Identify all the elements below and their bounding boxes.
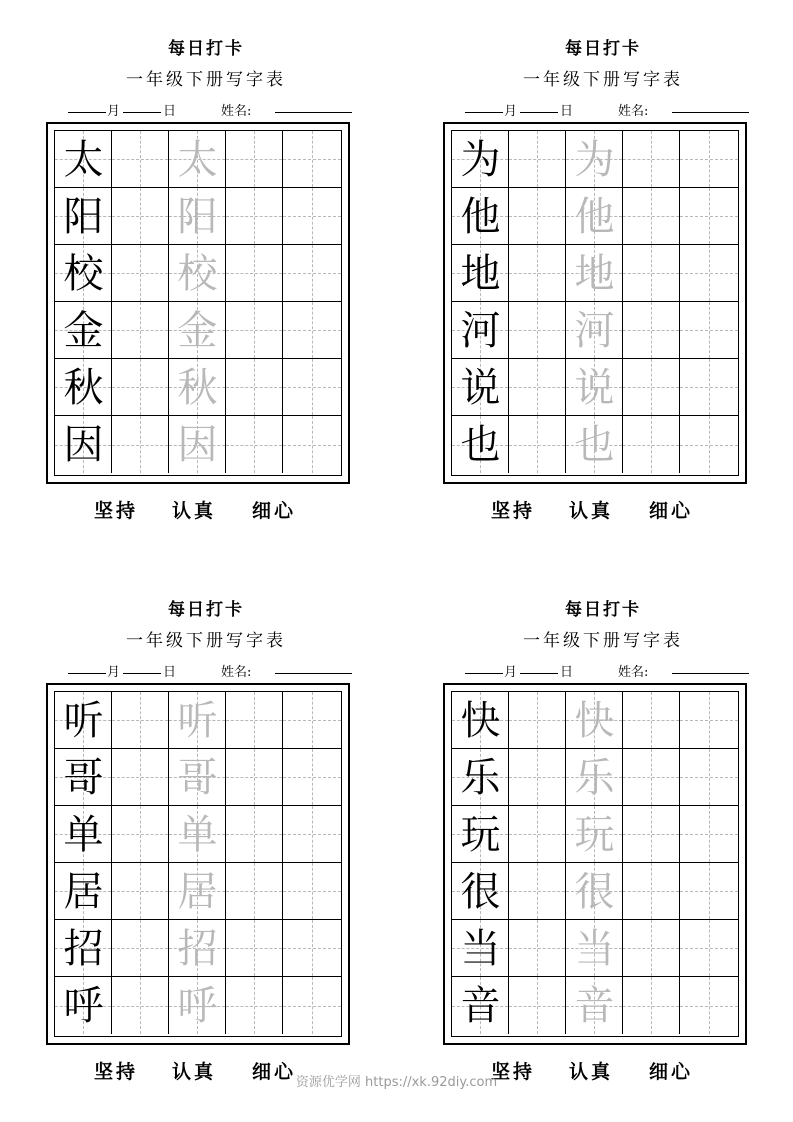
writing-grid-frame [46, 122, 350, 484]
blank-writing-cell[interactable] [112, 692, 169, 749]
model-char-cell [452, 749, 509, 806]
model-character: 单 [63, 811, 104, 858]
model-char-cell [452, 245, 509, 302]
blank-writing-cell[interactable] [680, 863, 738, 920]
model-char-cell [55, 188, 112, 245]
blank-writing-cell[interactable] [680, 359, 738, 416]
trace-character: 招 [177, 925, 218, 972]
blank-writing-cell[interactable] [509, 131, 566, 188]
model-char-cell [452, 806, 509, 863]
model-character: 玩 [460, 811, 501, 858]
trace-char-cell [169, 749, 226, 806]
grid-row [452, 302, 738, 359]
writing-grid-frame [46, 683, 350, 1045]
trace-character: 听 [177, 697, 218, 744]
trace-char-cell [566, 302, 623, 359]
model-character: 太 [63, 136, 104, 183]
trace-char-cell [169, 245, 226, 302]
date-name-line [443, 100, 763, 120]
model-character: 秋 [63, 364, 104, 411]
blank-writing-cell[interactable] [623, 302, 680, 359]
model-character: 也 [460, 421, 501, 468]
month-label: 月 [107, 665, 121, 680]
trace-char-cell [169, 806, 226, 863]
trace-character: 也 [574, 421, 615, 468]
day-label: 日 [163, 665, 177, 680]
model-character: 听 [63, 697, 104, 744]
grid-row [452, 188, 738, 245]
writing-grid [54, 130, 342, 476]
model-char-cell [55, 692, 112, 749]
motto-word: 细心 [252, 500, 297, 522]
motto-word: 细心 [252, 1061, 297, 1083]
card-subtitle: 一年级下册写字表 [126, 631, 286, 651]
day-blank[interactable] [520, 661, 558, 674]
grid-row [452, 806, 738, 863]
model-character: 当 [460, 925, 501, 972]
model-character: 快 [460, 697, 501, 744]
trace-character: 哥 [177, 754, 218, 801]
model-character: 音 [460, 982, 501, 1029]
trace-char-cell [566, 416, 623, 473]
date-name-line [46, 100, 366, 120]
writing-grid-frame [443, 683, 747, 1045]
model-char-cell [452, 359, 509, 416]
blank-writing-cell[interactable] [509, 188, 566, 245]
month-blank[interactable] [465, 661, 503, 674]
blank-writing-cell[interactable] [226, 245, 283, 302]
trace-character: 秋 [177, 364, 218, 411]
blank-writing-cell[interactable] [112, 863, 169, 920]
blank-writing-cell[interactable] [680, 245, 738, 302]
month-label: 月 [107, 104, 121, 119]
blank-writing-cell[interactable] [509, 977, 566, 1034]
blank-writing-cell[interactable] [226, 416, 283, 473]
name-blank[interactable] [672, 100, 749, 113]
trace-char-cell [566, 245, 623, 302]
trace-character: 音 [574, 982, 615, 1029]
blank-writing-cell[interactable] [623, 749, 680, 806]
blank-writing-cell[interactable] [623, 863, 680, 920]
trace-char-cell [566, 359, 623, 416]
trace-character: 快 [574, 697, 615, 744]
trace-character: 玩 [574, 811, 615, 858]
blank-writing-cell[interactable] [680, 188, 738, 245]
month-blank[interactable] [68, 100, 106, 113]
model-character: 地 [460, 250, 501, 297]
model-character: 阳 [63, 193, 104, 240]
blank-writing-cell[interactable] [623, 245, 680, 302]
writing-grid [54, 691, 342, 1037]
motto-word: 坚持 [94, 1061, 139, 1083]
blank-writing-cell[interactable] [509, 245, 566, 302]
grid-row [55, 806, 341, 863]
model-char-cell [55, 977, 112, 1034]
card-title: 每日打卡 [565, 600, 641, 620]
blank-writing-cell[interactable] [680, 692, 738, 749]
model-char-cell [452, 863, 509, 920]
model-character: 哥 [63, 754, 104, 801]
day-blank[interactable] [123, 100, 161, 113]
trace-char-cell [169, 131, 226, 188]
model-char-cell [452, 920, 509, 977]
name-blank[interactable] [275, 661, 352, 674]
writing-grid [451, 691, 739, 1037]
grid-row [55, 920, 341, 977]
model-character: 招 [63, 925, 104, 972]
month-blank[interactable] [465, 100, 503, 113]
trace-char-cell [566, 131, 623, 188]
trace-character: 呼 [177, 982, 218, 1029]
blank-writing-cell[interactable] [283, 245, 341, 302]
model-character: 呼 [63, 982, 104, 1029]
motto-word: 认真 [172, 500, 217, 522]
day-label: 日 [560, 665, 574, 680]
trace-char-cell [169, 920, 226, 977]
trace-character: 单 [177, 811, 218, 858]
model-char-cell [55, 806, 112, 863]
blank-writing-cell[interactable] [283, 302, 341, 359]
grid-row [55, 863, 341, 920]
trace-character: 为 [574, 136, 615, 183]
motto-word: 认真 [172, 1061, 217, 1083]
grid-row [55, 302, 341, 359]
model-char-cell [55, 359, 112, 416]
model-character: 说 [460, 364, 501, 411]
blank-writing-cell[interactable] [680, 131, 738, 188]
blank-writing-cell[interactable] [226, 806, 283, 863]
grid-row [452, 863, 738, 920]
trace-character: 居 [177, 868, 218, 915]
model-character: 居 [63, 868, 104, 915]
blank-writing-cell[interactable] [283, 416, 341, 473]
blank-writing-cell[interactable] [680, 977, 738, 1034]
blank-writing-cell[interactable] [623, 188, 680, 245]
name-label: 姓名: [221, 104, 252, 119]
blank-writing-cell[interactable] [283, 749, 341, 806]
trace-character: 河 [574, 307, 615, 354]
trace-character: 校 [177, 250, 218, 297]
name-blank[interactable] [672, 661, 749, 674]
blank-writing-cell[interactable] [623, 359, 680, 416]
motto-word: 细心 [649, 500, 694, 522]
trace-char-cell [566, 806, 623, 863]
grid-row [55, 416, 341, 473]
trace-character: 说 [574, 364, 615, 411]
blank-writing-cell[interactable] [112, 359, 169, 416]
trace-character: 他 [574, 193, 615, 240]
blank-writing-cell[interactable] [226, 188, 283, 245]
day-label: 日 [560, 104, 574, 119]
motto-word: 认真 [569, 500, 614, 522]
blank-writing-cell[interactable] [226, 692, 283, 749]
model-char-cell [452, 416, 509, 473]
trace-char-cell [169, 302, 226, 359]
day-label: 日 [163, 104, 177, 119]
blank-writing-cell[interactable] [112, 416, 169, 473]
model-char-cell [55, 131, 112, 188]
trace-character: 地 [574, 250, 615, 297]
trace-character: 当 [574, 925, 615, 972]
grid-row [452, 977, 738, 1034]
month-label: 月 [504, 665, 518, 680]
grid-row [452, 245, 738, 302]
card-title: 每日打卡 [168, 600, 244, 620]
blank-writing-cell[interactable] [226, 920, 283, 977]
blank-writing-cell[interactable] [680, 302, 738, 359]
trace-char-cell [169, 359, 226, 416]
blank-writing-cell[interactable] [283, 131, 341, 188]
trace-char-cell [566, 863, 623, 920]
model-character: 金 [63, 307, 104, 354]
model-char-cell [55, 920, 112, 977]
grid-row [55, 359, 341, 416]
blank-writing-cell[interactable] [226, 977, 283, 1034]
blank-writing-cell[interactable] [283, 806, 341, 863]
model-character: 因 [63, 421, 104, 468]
model-char-cell [55, 749, 112, 806]
grid-row [55, 131, 341, 188]
grid-row [452, 920, 738, 977]
blank-writing-cell[interactable] [680, 806, 738, 863]
writing-grid [451, 130, 739, 476]
model-character: 河 [460, 307, 501, 354]
card-title: 每日打卡 [565, 39, 641, 59]
model-char-cell [452, 692, 509, 749]
model-char-cell [452, 131, 509, 188]
trace-char-cell [169, 977, 226, 1034]
grid-row [55, 188, 341, 245]
motto-line [443, 496, 747, 520]
name-blank[interactable] [275, 100, 352, 113]
blank-writing-cell[interactable] [226, 131, 283, 188]
card-subtitle: 一年级下册写字表 [126, 70, 286, 90]
blank-writing-cell[interactable] [226, 749, 283, 806]
trace-char-cell [169, 416, 226, 473]
motto-line [46, 496, 350, 520]
model-char-cell [55, 863, 112, 920]
blank-writing-cell[interactable] [509, 359, 566, 416]
grid-row [452, 416, 738, 473]
grid-row [452, 749, 738, 806]
blank-writing-cell[interactable] [112, 302, 169, 359]
blank-writing-cell[interactable] [680, 416, 738, 473]
month-label: 月 [504, 104, 518, 119]
card-subtitle: 一年级下册写字表 [523, 631, 683, 651]
name-label: 姓名: [618, 665, 649, 680]
blank-writing-cell[interactable] [226, 359, 283, 416]
grid-row [55, 245, 341, 302]
blank-writing-cell[interactable] [509, 416, 566, 473]
trace-character: 阳 [177, 193, 218, 240]
blank-writing-cell[interactable] [509, 302, 566, 359]
grid-row [452, 692, 738, 749]
date-name-line [443, 661, 763, 681]
model-character: 他 [460, 193, 501, 240]
blank-writing-cell[interactable] [283, 359, 341, 416]
model-char-cell [55, 245, 112, 302]
motto-word: 坚持 [491, 1061, 536, 1083]
trace-char-cell [566, 977, 623, 1034]
grid-row [452, 131, 738, 188]
card-subtitle: 一年级下册写字表 [523, 70, 683, 90]
day-blank[interactable] [123, 661, 161, 674]
name-label: 姓名: [221, 665, 252, 680]
model-character: 乐 [460, 754, 501, 801]
trace-char-cell [566, 749, 623, 806]
trace-char-cell [169, 863, 226, 920]
date-name-line [46, 661, 366, 681]
blank-writing-cell[interactable] [623, 692, 680, 749]
model-character: 很 [460, 868, 501, 915]
blank-writing-cell[interactable] [623, 131, 680, 188]
blank-writing-cell[interactable] [680, 749, 738, 806]
blank-writing-cell[interactable] [680, 920, 738, 977]
day-blank[interactable] [520, 100, 558, 113]
month-blank[interactable] [68, 661, 106, 674]
blank-writing-cell[interactable] [112, 977, 169, 1034]
blank-writing-cell[interactable] [112, 245, 169, 302]
blank-writing-cell[interactable] [283, 692, 341, 749]
blank-writing-cell[interactable] [283, 977, 341, 1034]
motto-word: 坚持 [94, 500, 139, 522]
grid-row [452, 359, 738, 416]
blank-writing-cell[interactable] [509, 863, 566, 920]
trace-char-cell [566, 188, 623, 245]
motto-word: 细心 [649, 1061, 694, 1083]
blank-writing-cell[interactable] [112, 749, 169, 806]
model-char-cell [452, 188, 509, 245]
model-char-cell [55, 302, 112, 359]
model-character: 校 [63, 250, 104, 297]
trace-char-cell [566, 692, 623, 749]
grid-row [55, 692, 341, 749]
trace-character: 因 [177, 421, 218, 468]
blank-writing-cell[interactable] [623, 806, 680, 863]
grid-row [55, 977, 341, 1034]
name-label: 姓名: [618, 104, 649, 119]
blank-writing-cell[interactable] [226, 863, 283, 920]
blank-writing-cell[interactable] [623, 977, 680, 1034]
blank-writing-cell[interactable] [623, 416, 680, 473]
trace-char-cell [169, 692, 226, 749]
blank-writing-cell[interactable] [283, 863, 341, 920]
blank-writing-cell[interactable] [509, 806, 566, 863]
trace-char-cell [169, 188, 226, 245]
trace-character: 很 [574, 868, 615, 915]
blank-writing-cell[interactable] [112, 131, 169, 188]
blank-writing-cell[interactable] [623, 920, 680, 977]
model-char-cell [452, 302, 509, 359]
grid-row [55, 749, 341, 806]
card-title: 每日打卡 [168, 39, 244, 59]
writing-grid-frame [443, 122, 747, 484]
blank-writing-cell[interactable] [509, 692, 566, 749]
trace-character: 乐 [574, 754, 615, 801]
model-character: 为 [460, 136, 501, 183]
trace-character: 金 [177, 307, 218, 354]
blank-writing-cell[interactable] [112, 806, 169, 863]
blank-writing-cell[interactable] [283, 188, 341, 245]
motto-word: 认真 [569, 1061, 614, 1083]
model-char-cell [55, 416, 112, 473]
blank-writing-cell[interactable] [283, 920, 341, 977]
blank-writing-cell[interactable] [226, 302, 283, 359]
blank-writing-cell[interactable] [112, 188, 169, 245]
blank-writing-cell[interactable] [509, 749, 566, 806]
trace-char-cell [566, 920, 623, 977]
watermark: 资源优学网 https://xk.92diy.com [295, 1075, 498, 1090]
motto-word: 坚持 [491, 500, 536, 522]
trace-character: 太 [177, 136, 218, 183]
blank-writing-cell[interactable] [112, 920, 169, 977]
blank-writing-cell[interactable] [509, 920, 566, 977]
model-char-cell [452, 977, 509, 1034]
